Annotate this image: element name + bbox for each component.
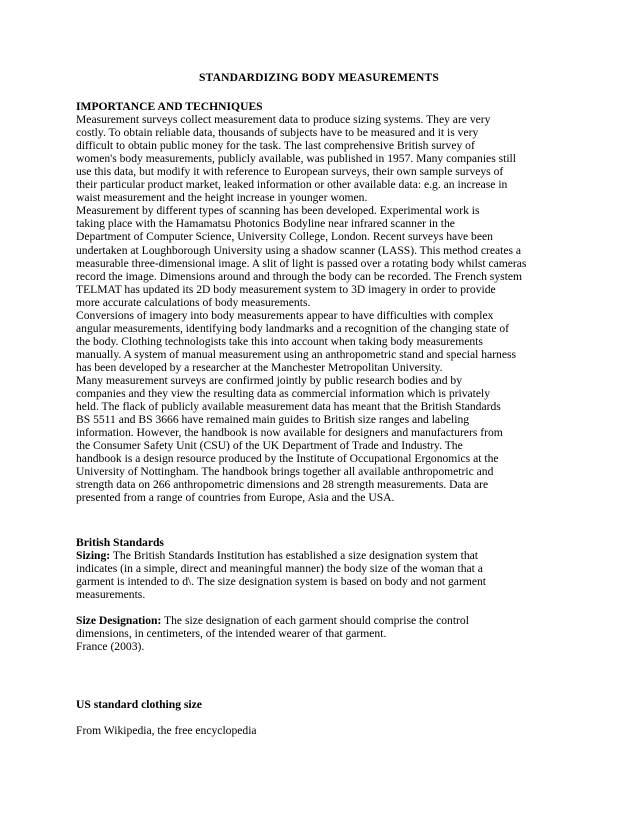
text-line: presented from a range of countries from Europe, Asia and the USA. — [76, 491, 395, 505]
importance-techniques-section — [76, 100, 566, 504]
text-line: waist measurement and the height increase in younger women. — [76, 191, 368, 205]
british-standards-section — [76, 536, 566, 653]
text-line: handbook is a design resource produced by the Institute of Occupational Ergonomics at the — [76, 452, 499, 466]
text-line: has been developed by a researcher at the Manchester Metropolitan University. — [76, 360, 443, 374]
designation-label: Size Designation: — [76, 614, 162, 628]
text-line: use this data, but modify it with reference to European surveys, their own sample surveys of — [76, 165, 504, 179]
sizing-paragraph-first-line — [76, 549, 566, 562]
text-line: BS 5511 and BS 3666 have remained main guides to British size ranges and labeling — [76, 413, 470, 427]
text-line: measurements. — [76, 588, 146, 602]
source-line: From Wikipedia, the free encyclopedia — [76, 724, 257, 737]
section-heading: US standard clothing size — [76, 698, 202, 711]
text-line: their particular product market, leaked information or other available data: e.g. an increase in — [76, 178, 508, 192]
sizing-label: Sizing: — [76, 549, 111, 563]
text-line: strength data on 266 anthropometric dimensions and 28 strength measurements. Data are — [76, 478, 489, 492]
designation-paragraph-first-line — [76, 614, 566, 627]
text-line: Measurement by different types of scanning has been developed. Experimental work is — [76, 204, 480, 218]
text-line: costly. To obtain reliable data, thousands of subjects have to be measured and it is very — [76, 126, 479, 140]
text-line: women's body measurements, publicly available, was published in 1957. Many companies still — [76, 152, 516, 166]
text-line: companies and they view the resulting data as commercial information which is privately — [76, 387, 491, 401]
sizing-paragraph — [76, 562, 566, 601]
text-line: information. However, the handbook is now available for designers and manufacturers from — [76, 426, 503, 440]
text-line: manually. A system of manual measurement using an anthropometric stand and special harness — [76, 347, 517, 361]
text-line: garment is intended to d\. The size designation system is based on body and not garment — [76, 575, 486, 589]
section-body — [76, 113, 566, 504]
text-line: measurable three-dimensional image. A slit of light is passed over a rotating body whilst cameras — [76, 256, 527, 270]
text-line: Department of Computer Science, University College, London. Recent surveys have been — [76, 230, 493, 244]
sizing-text: The British Standards Institution has established a size designation system that — [110, 549, 478, 563]
text-line: indicates (in a simple, direct and meaningful manner) the body size of the woman that a — [76, 562, 483, 576]
source-block — [76, 724, 566, 737]
text-line: record the image. Dimensions around and through the body can be recorded. The French system — [76, 269, 523, 283]
text-line: Many measurement surveys are confirmed jointly by public research bodies and by — [76, 373, 463, 387]
text-line: TELMAT has updated its 2D body measurement system to 3D imagery in order to provide — [76, 282, 496, 296]
text-line: the body. Clothing technologists take this into account when taking body measurements — [76, 334, 483, 348]
section-heading: IMPORTANCE AND TECHNIQUES — [76, 100, 263, 113]
section-heading: British Standards — [76, 536, 164, 549]
text-line: difficult to obtain public money for the task. The last comprehensive British survey of — [76, 139, 475, 153]
text-line: undertaken at Loughborough University using a shadow scanner (LASS). This method creates a — [76, 243, 522, 257]
text-line: University of Nottingham. The handbook brings together all available anthropometric and — [76, 465, 494, 479]
document-title: STANDARDIZING BODY MEASUREMENTS — [198, 72, 440, 84]
text-line: angular measurements, identifying body landmarks and a recognition of the changing state of — [76, 321, 510, 335]
text-line: more accurate calculations of body measurements. — [76, 295, 311, 309]
text-line: Conversions of imagery into body measurements appear to have difficulties with complex — [76, 308, 494, 322]
text-line: held. The flack of publicly available measurement data has meant that the British Standards — [76, 400, 501, 414]
us-clothing-size-section — [76, 698, 566, 711]
text-line: the Consumer Safety Unit (CSU) of the UK Department of Trade and Industry. The — [76, 439, 463, 453]
designation-text: The size designation of each garment should comprise the control — [161, 614, 469, 628]
text-line: taking place with the Hamamatsu Photonics Bodyline near infrared scanner in the — [76, 217, 455, 231]
designation-paragraph — [76, 627, 566, 653]
text-line: dimensions, in centimeters, of the intended wearer of that garment. — [76, 627, 387, 641]
text-line: Measurement surveys collect measurement data to produce sizing systems. They are very — [76, 113, 491, 127]
text-line: France (2003). — [76, 640, 145, 654]
